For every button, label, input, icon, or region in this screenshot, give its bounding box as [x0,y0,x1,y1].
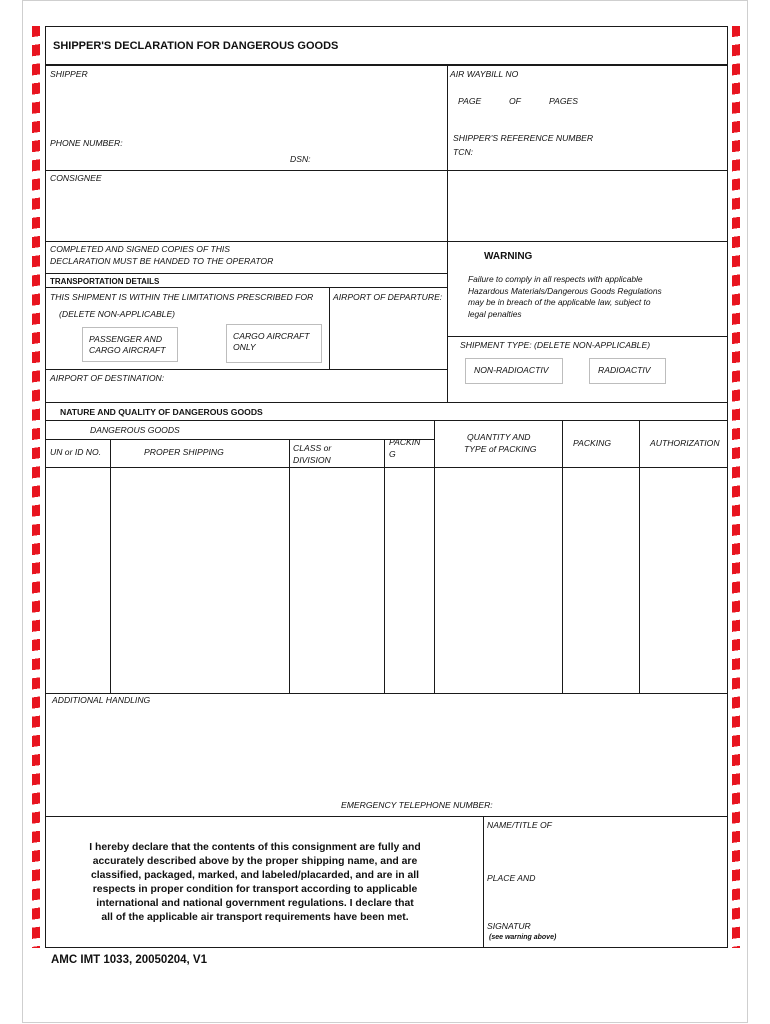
emergency-telephone-label: EMERGENCY TELEPHONE NUMBER: [341,800,493,810]
copies-notice-line1: COMPLETED AND SIGNED COPIES OF THIS [50,244,231,254]
declaration-line4: respects in proper condition for transport according to applicable [92,884,418,895]
phone-number-label: PHONE NUMBER: [50,138,123,148]
col-packing-group-line2: G [389,449,396,459]
col-class-header-line1: CLASS or [293,443,332,453]
pages-label: PAGES [549,96,578,106]
warning-line3: may be in breach of the applicable law, subject to [468,297,651,307]
col-quantity-line1: QUANTITY AND [467,432,531,442]
col-divider-quantity [562,420,563,693]
warning-divider [447,336,727,337]
transport-heading-divider [46,287,448,288]
col-proper-shipping-header: PROPER SHIPPING [144,447,224,457]
warning-heading: WARNING [484,251,533,262]
goods-heading: NATURE AND QUALITY OF DANGEROUS GOODS [60,407,263,417]
title-divider [46,64,727,66]
airport-destination-label: AIRPORT OF DESTINATION: [50,373,165,383]
airport-departure-label: AIRPORT OF DEPARTURE: [333,292,443,302]
delete-non-applicable-label: (DELETE NON-APPLICABLE) [59,309,176,319]
col-un-header: UN or ID NO. [50,447,102,457]
col-packing-header: PACKING [573,438,612,448]
right-column-divider [447,64,448,402]
col-divider-packing-group [434,420,435,693]
additional-handling-label: ADDITIONAL HANDLING [52,695,151,705]
departure-column-divider [329,287,330,370]
dsn-label: DSN: [290,154,311,164]
declaration-line6: all of the applicable air transport requirements have been met. [101,912,409,923]
non-radioactive-label: NON-RADIOACTIV [474,365,549,375]
col-class-header-line2: DIVISION [293,455,331,465]
form-footer: AMC IMT 1033, 20050204, V1 [51,954,207,966]
passenger-line1: PASSENGER AND [89,334,163,344]
declaration-statement [70,841,440,925]
consignee-divider [46,241,727,242]
shipper-label: SHIPPER [50,69,88,79]
passenger-cargo-option[interactable] [82,327,178,362]
signature-label: SIGNATUR [487,921,531,931]
warning-line1: Failure to comply in all respects with applicable [468,274,643,284]
transportation-heading: TRANSPORTATION DETAILS [50,277,160,286]
declaration-line3: classified, packaged, marked, and labeled/placarded, and are in all [90,870,419,881]
air-waybill-label: AIR WAYBILL NO [450,69,519,79]
non-radioactive-option[interactable] [465,358,563,384]
radioactive-label: RADIOACTIV [598,365,651,375]
goods-heading-divider [46,420,727,421]
place-date-label: PLACE AND [487,873,536,883]
page-label: PAGE [458,96,482,106]
additional-divider [46,816,727,817]
signature-note: (see warning above) [489,934,557,941]
of-label: OF [509,96,521,106]
destination-divider [46,402,727,403]
copies-divider [46,273,448,274]
cargo-line1: CARGO AIRCRAFT [233,331,310,341]
consignee-label: CONSIGNEE [50,173,102,183]
shipper-reference-label: SHIPPER'S REFERENCE NUMBER [453,133,594,143]
form-title: SHIPPER'S DECLARATION FOR DANGEROUS GOODS [53,40,339,52]
col-divider-proper [289,439,290,693]
radioactive-option[interactable] [589,358,666,384]
col-quantity-line2: TYPE of PACKING [464,444,537,454]
warning-text [468,274,698,320]
tcn-label: TCN: [453,147,474,157]
right-hazard-border [732,26,740,948]
passenger-line2: CARGO AIRCRAFT [89,345,166,355]
declaration-line5: international and national government regulations. I declare that [96,898,414,909]
warning-line2: Hazardous Materials/Dangerous Goods Regulations [468,285,662,296]
col-divider-un [110,439,111,693]
departure-divider [46,369,448,370]
col-authorization-header: AUTHORIZATION [650,438,720,448]
limitations-label: THIS SHIPMENT IS WITHIN THE LIMITATIONS PRESCRIBED FOR [50,292,314,302]
name-title-label: NAME/TITLE OF [487,820,552,830]
cargo-line2: ONLY [233,342,256,352]
dangerous-goods-label: DANGEROUS GOODS [90,425,180,435]
declaration-form [45,26,728,948]
col-divider-class [384,439,385,693]
col-packing-group-line1: PACKIN [389,437,421,447]
left-hazard-border [32,26,40,948]
declaration-line2: accurately described above by the proper shipping name, and are [92,856,418,867]
warning-line4: legal penalties [468,308,522,319]
cargo-only-option[interactable] [226,324,322,363]
shipment-type-label: SHIPMENT TYPE: (DELETE NON-APPLICABLE) [460,340,651,350]
col-divider-packing [639,420,640,693]
goods-rows-divider [46,693,727,694]
goods-header-divider [46,467,727,468]
declaration-line1: I hereby declare that the contents of this consignment are fully and [89,842,421,853]
shipper-divider [46,170,727,171]
copies-notice-line2: DECLARATION MUST BE HANDED TO THE OPERATOR [50,256,274,266]
dangerous-goods-divider [46,439,434,440]
signoff-divider [483,816,484,947]
